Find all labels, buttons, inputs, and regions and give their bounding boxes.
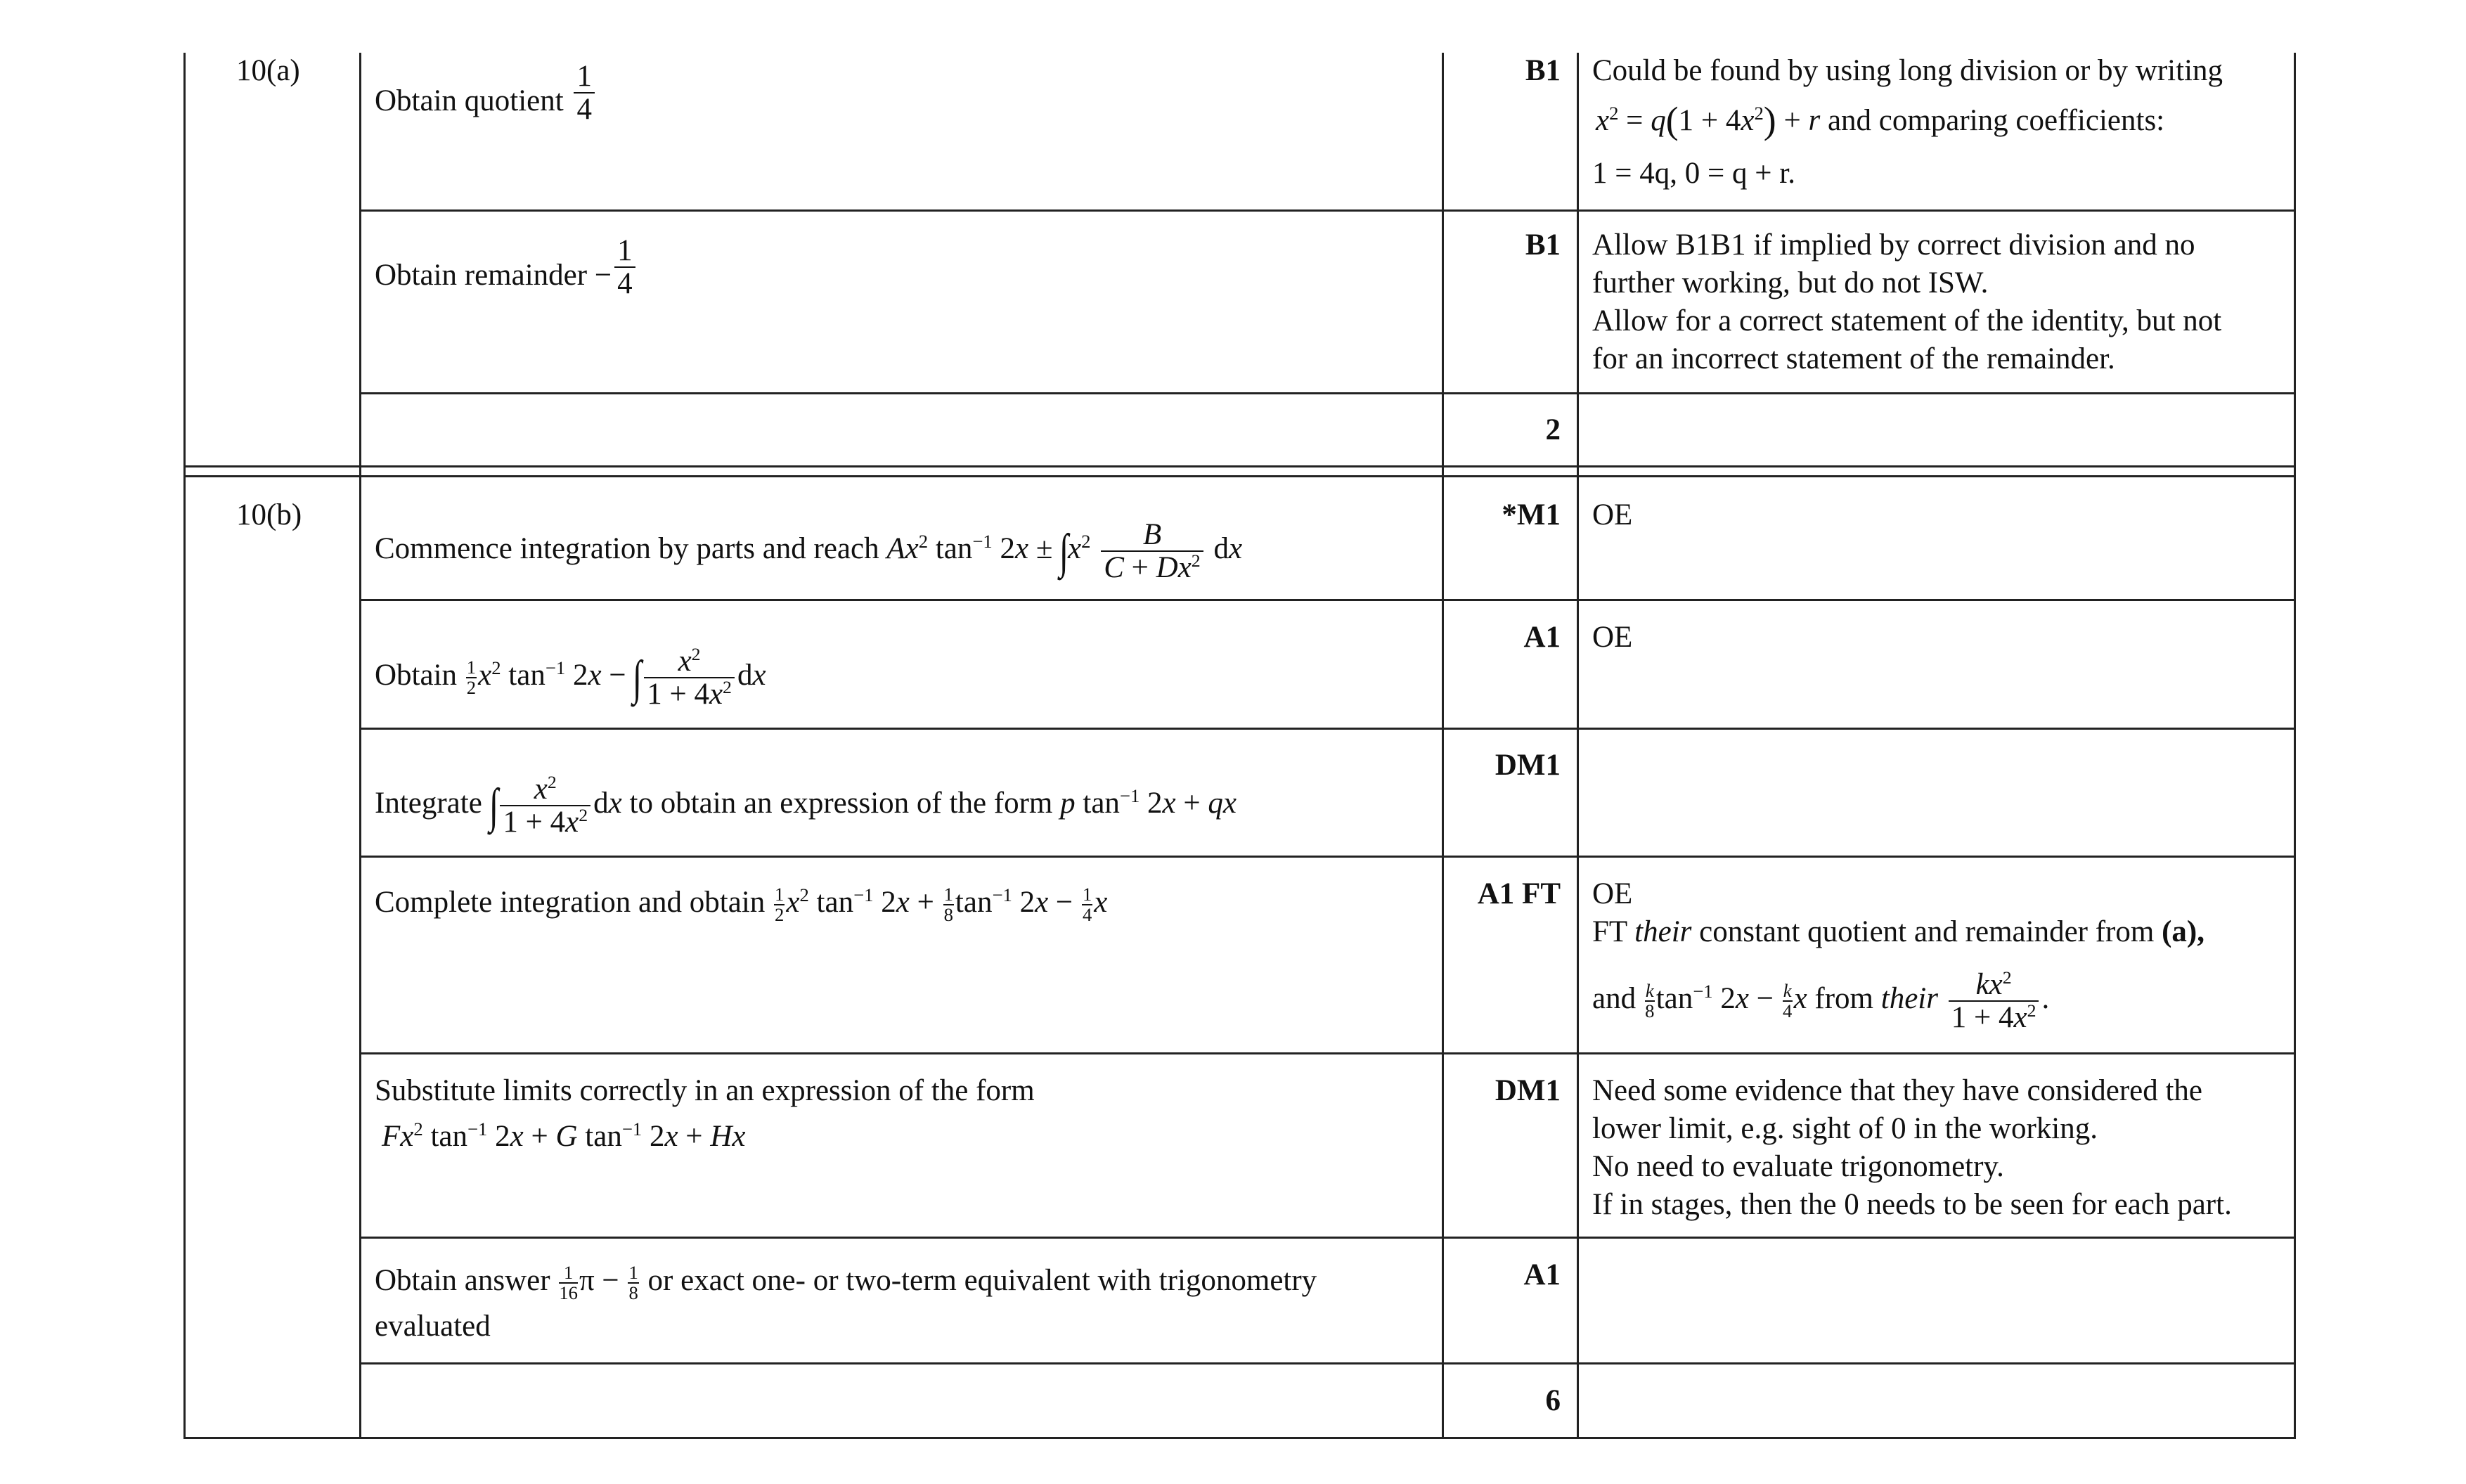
table-border-left [183,53,186,1439]
working-text: to obtain an expression of the form [629,787,1053,820]
guidance-text: Could be found by using long division or by writing [1592,54,2223,87]
working-text: Obtain remainder [375,259,588,292]
row-divider [359,392,2296,394]
guidance-text: Allow B1B1 if implied by correct division and no [1592,228,2195,262]
table-border-right [2294,53,2296,1439]
row-divider [359,209,2296,212]
column-divider-marks [1442,53,1444,1439]
guidance-text: for an incorrect statement of the remainder. [1592,342,2115,375]
guidance-identity: $x^2 = q(1 + 4x^2) + r$ and comparing coefficients: [1596,99,2165,141]
row-divider [359,1362,2296,1364]
working-quotient [375,60,598,125]
working-text: Obtain answer [375,1264,550,1297]
fraction-one-quarter: $\frac{1}{4}$ [614,235,635,299]
total-marks-a: 2 [1545,413,1561,446]
row-divider [359,728,2296,730]
guidance-text: Need some evidence that they have considered the [1592,1074,2202,1107]
working-text: or exact one- or two-term equivalent with trigonometry [647,1264,1317,1297]
mark-b1: B1 [1525,228,1561,262]
guidance-text: No need to evaluate trigonometry. [1592,1150,2004,1183]
row-divider [359,856,2296,858]
working-text: evaluated [375,1310,491,1343]
guidance-text: lower limit, e.g. sight of 0 in the working. [1592,1112,2098,1145]
fraction-kx2-over-1-plus-4x2: $\frac{kx^2}{1 + 4x^2}$ [1949,969,2039,1033]
row-divider [359,1237,2296,1239]
question-number-10b: 10(b) [236,498,302,531]
guidance-text: 1 = 4q, 0 = q + r. [1592,157,1795,190]
working-text: Commence integration by parts and reach [375,532,879,566]
guidance-ft-expression: and $\frac{k}{8}$ $\tan^{-1} 2x$ − $\frac{k}{4}$ x from their $\frac{kx^2}{1 + 4x^2}$ . [1592,967,2050,1035]
row-divider [359,599,2296,601]
fraction-b-over-c-dx2: $\frac{B}{C + Dx^2}$ [1101,519,1203,583]
question-number-10a: 10(a) [236,54,300,87]
fraction-one-quarter: $\frac{1}{4}$ [574,60,595,125]
guidance-text: further working, but do not ISW. [1592,266,1989,299]
working-remainder: Obtain remainder − $\frac{1}{4}$ [375,235,638,299]
mark-a1-ft: A1 FT [1477,877,1561,910]
mark-a1: A1 [1523,1258,1561,1291]
mark-b1: B1 [1525,54,1561,87]
column-divider-working [359,53,361,1439]
working-integration-by-parts: Commence integration by parts and reach Ax$^2$ $\tan^{-1} 2x \pm \int x^2$ $\frac{B}{C + Dx^2}$ dx [375,518,1243,585]
part-separator-top [183,465,2296,467]
fraction-x2-over-1-plus-4x2: $\frac{x^2}{1 + 4x^2}$ [644,645,735,710]
mark-a1: A1 [1523,621,1561,654]
fraction-x2-over-1-plus-4x2: $\frac{x^2}{1 + 4x^2}$ [500,773,590,838]
working-final-answer: Obtain answer $\frac{1}{16}$ π − $\frac{1}{8}$ or exact one- or two-term equivalent with trigonometry [375,1262,1317,1304]
mark-dm1: DM1 [1495,1074,1561,1107]
working-text: Obtain [375,659,458,692]
working-text: Substitute limits correctly in an expression of the form [375,1074,1035,1107]
working-obtain-expression: Obtain $\frac{1}{2}$ $x^2$ $\tan^{-1} 2x$ − ∫ $\frac{x^2}{1 + 4x^2}$ dx [375,643,766,711]
guidance-text: If in stages, then the 0 needs to be seen for each part. [1592,1188,2232,1221]
part-separator-bottom [183,475,2296,477]
working-text: Integrate [375,787,482,820]
working-integrate: Integrate ∫ $\frac{x^2}{1 + 4x^2}$ dx to obtain an expression of the form p $\tan^{-1} 2x$ + qx [375,771,1237,839]
guidance-text: Allow for a correct statement of the identity, but not [1592,304,2222,337]
guidance-oe: OE [1592,498,1633,531]
guidance-follow-through: FT their constant quotient and remainder from (a), [1592,915,2204,948]
working-complete-integration: Complete integration and obtain $\frac{1}{2}$ $x^2$ $\tan^{-1} 2x$ + $\frac{1}{8}$ $\tan^{-1} 2x$ − $\frac{1}{4}$ x [375,884,1108,926]
mark-star-m1: *M1 [1502,498,1561,531]
table-border-bottom [183,1437,2296,1439]
row-divider [359,1052,2296,1054]
guidance-text: and comparing coefficients: [1827,104,2165,137]
column-divider-guidance [1577,53,1579,1439]
working-substitute-form: Fx$^2$ $\tan^{-1} 2x + G$ $\tan^{-1} 2x + Hx$ [382,1118,746,1153]
working-text: Complete integration and obtain [375,886,766,919]
mark-dm1: DM1 [1495,749,1561,782]
guidance-oe: OE [1592,877,1633,910]
working-text: Obtain quotient [375,84,564,118]
total-marks-b: 6 [1545,1384,1561,1417]
guidance-oe: OE [1592,621,1633,654]
